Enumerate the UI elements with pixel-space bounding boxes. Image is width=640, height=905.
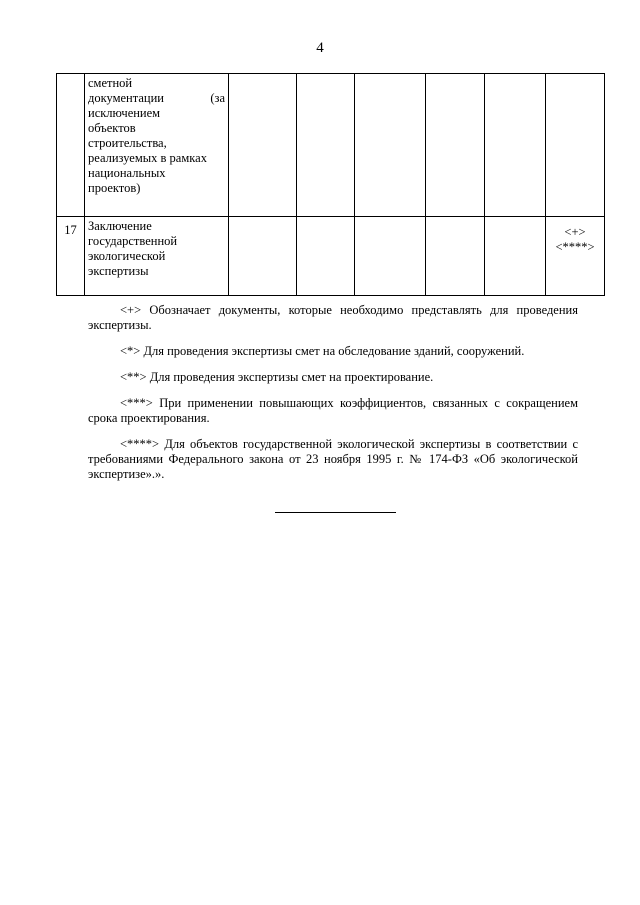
table-cell bbox=[297, 74, 355, 217]
description-line: государственной bbox=[88, 234, 178, 248]
footnote: <***> При применении повышающих коэффициентов, связанных с сокращением срока проектирования. bbox=[88, 396, 578, 425]
description-word: (за bbox=[210, 91, 225, 105]
table-row bbox=[57, 217, 605, 296]
table-cell bbox=[546, 74, 605, 217]
table-row bbox=[57, 74, 605, 217]
description-line: реализуемых в рамках bbox=[88, 151, 207, 165]
description-line: проектов) bbox=[88, 181, 141, 195]
footnote: <+> Обозначает документы, которые необходимо представлять для проведения экспертизы. bbox=[88, 303, 578, 332]
footnotes bbox=[88, 303, 578, 493]
description-line: объектов bbox=[88, 121, 136, 135]
description-line: национальных bbox=[88, 166, 166, 180]
document-table bbox=[56, 73, 605, 296]
description-line: исключением bbox=[88, 106, 161, 120]
description-line: Заключение bbox=[88, 219, 152, 233]
row-number-cell: 17 bbox=[57, 217, 85, 296]
footnote: <**> Для проведения экспертизы смет на проектирование. bbox=[120, 370, 434, 384]
description-line: экспертизы bbox=[88, 264, 149, 278]
page-number: 4 bbox=[316, 40, 324, 56]
description-line: строительства, bbox=[88, 136, 167, 150]
description-line: сметной bbox=[88, 76, 133, 90]
table-cell bbox=[426, 217, 485, 296]
table-cell bbox=[229, 74, 297, 217]
row-description-cell bbox=[85, 217, 229, 296]
table-cell bbox=[426, 74, 485, 217]
footnote: <*> Для проведения экспертизы смет на обследование зданий, сооружений. bbox=[120, 344, 525, 358]
row-description-cell bbox=[85, 74, 229, 217]
table-cell bbox=[355, 74, 426, 217]
row-number-cell bbox=[57, 74, 85, 217]
table-cell bbox=[355, 217, 426, 296]
description-word: документации bbox=[88, 91, 164, 105]
table-cell bbox=[297, 217, 355, 296]
document-mark-cell: <+> <****> bbox=[546, 217, 605, 296]
description-line bbox=[88, 91, 225, 106]
table-cell bbox=[485, 74, 546, 217]
table-cell bbox=[485, 217, 546, 296]
table-cell bbox=[229, 217, 297, 296]
description-line: экологической bbox=[88, 249, 166, 263]
footnote: <****> Для объектов государственной экологической экспертизы в соответствии с требованиями Федерального закона от 23 ноября 1995 г. № 174-ФЗ «Об экологической экспертизе».». bbox=[88, 437, 578, 481]
closing-rule bbox=[275, 512, 396, 513]
